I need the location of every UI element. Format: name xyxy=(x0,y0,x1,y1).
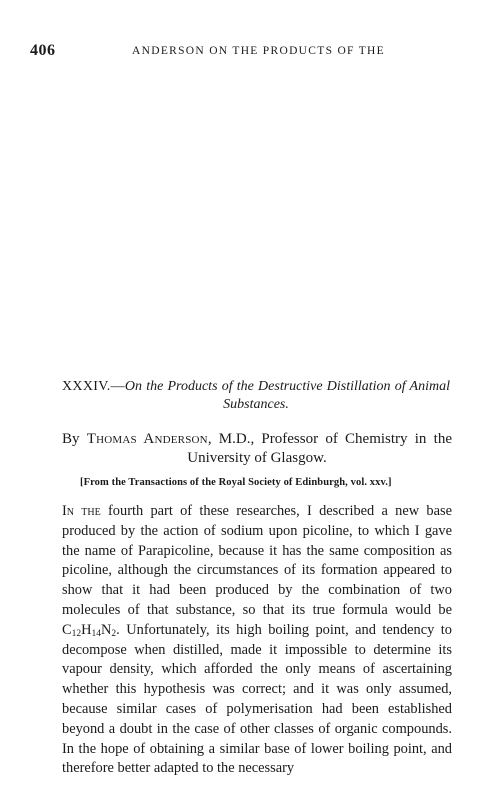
byline xyxy=(62,430,452,468)
byline-prefix: By xyxy=(62,431,87,447)
article-subject: On the Products of the Destructive Distillation of Animal Substances. xyxy=(124,379,450,412)
page-number: 406 xyxy=(30,42,56,59)
author-affiliation: , M.D., Professor of Chemistry in the University of Glasgow. xyxy=(187,431,452,466)
article-title xyxy=(62,378,450,414)
lead-words: In the xyxy=(62,503,101,519)
running-head xyxy=(30,42,470,62)
source-note: [From the Transactions of the Royal Society of Edinburgh, vol. xxv.] xyxy=(80,477,392,488)
body-text-part-2: Unfortunately, its high boiling point, and tendency to decompose when distilled, made it impossible to determine its vapour density, which afforded the only means of ascertaining whether this hypothesis was correct; and it was only assumed, because similar cases of polymerisation had been established beyond a doubt in the case of other classes of organic compounds. In the hope of obtaining a similar base of lower boiling point, and therefore better adapted to the necessary xyxy=(62,621,452,777)
body-paragraph xyxy=(62,502,452,779)
running-title: ANDERSON ON THE PRODUCTS OF THE xyxy=(132,45,385,57)
chemical-formula: $C_{12}H_{14}N_2$. xyxy=(62,621,120,639)
body-text-part-1: fourth part of these researches, I described a new base produced by the action of sodium upon picoline, to which I gave the name of Parapicoline, because it has the same composition as picoline, although the circumstances of its formation appeared to show that it had been produced by the combination of two molecules of that substance, so that its true formula would be xyxy=(62,503,452,618)
article-number: XXXIV.— xyxy=(62,379,125,394)
author-name: Thomas Anderson xyxy=(86,431,208,447)
